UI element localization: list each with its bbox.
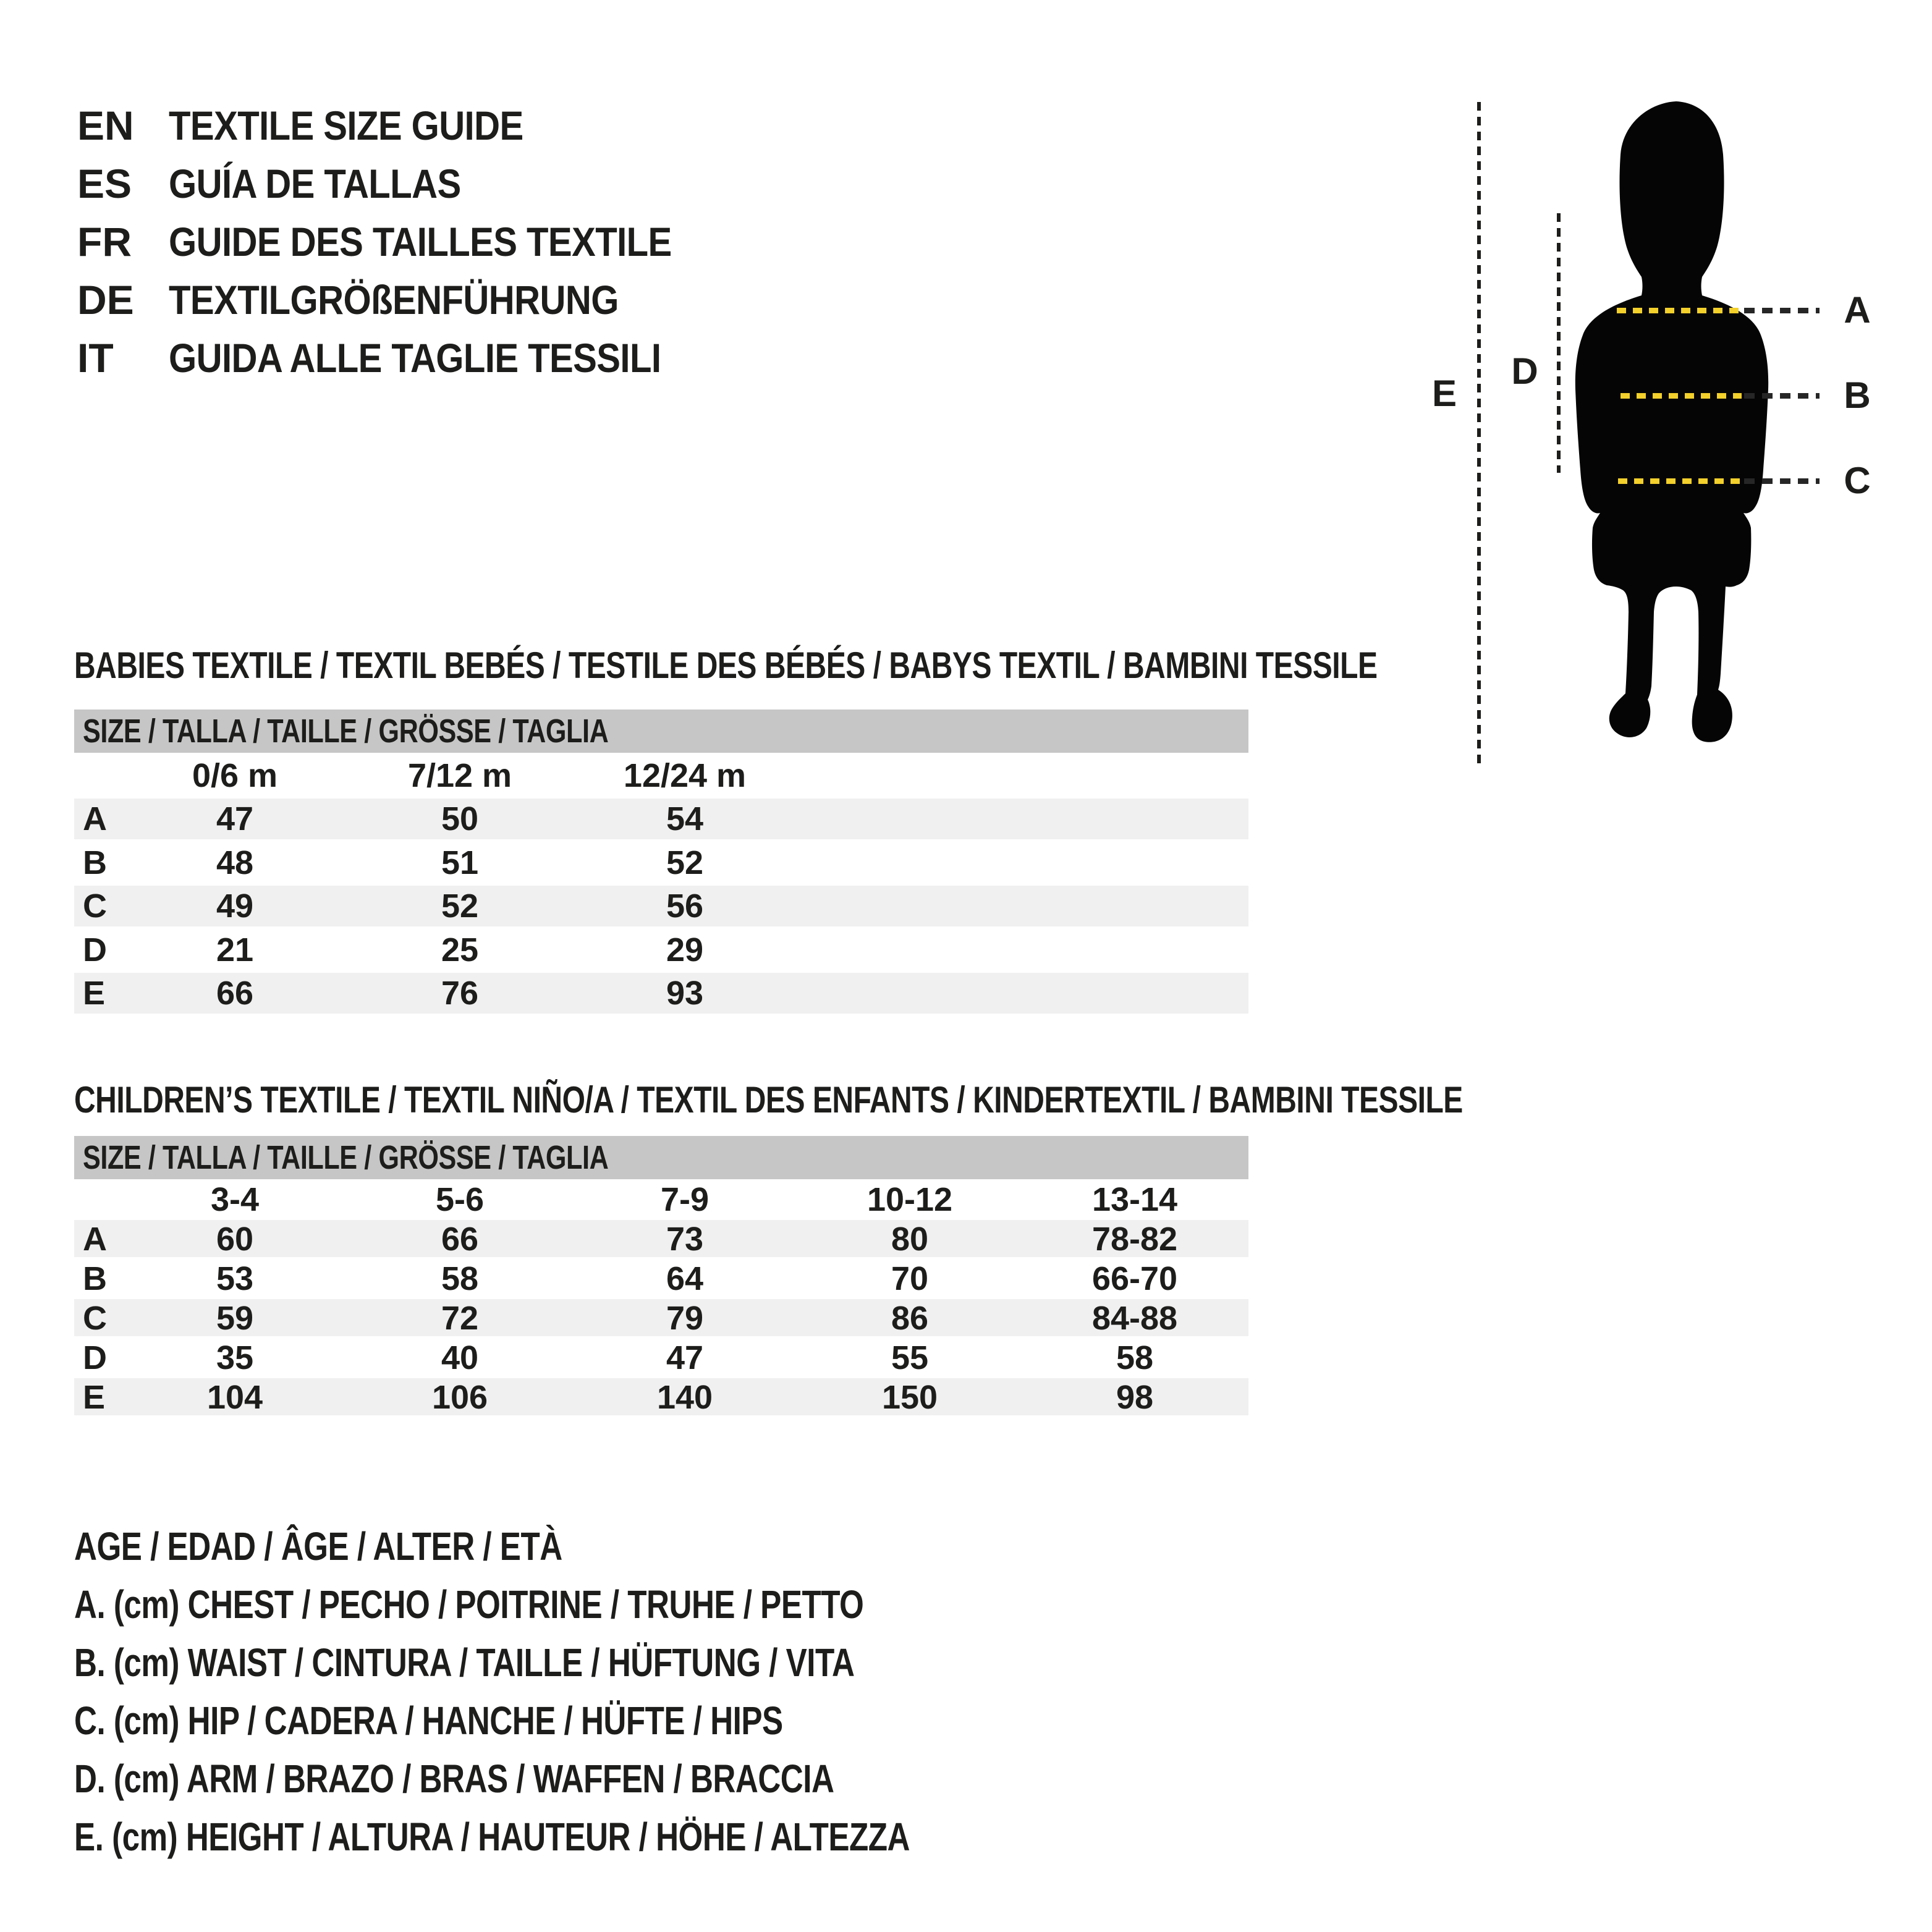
diagram-label-c: C [1844, 460, 1871, 501]
children-size-table [74, 1136, 1248, 1415]
cell-value: 59 [216, 1300, 254, 1337]
row-label: B [83, 844, 107, 881]
measurement-legend [74, 1517, 1119, 1866]
cell-value: 70 [891, 1260, 929, 1297]
language-code: ES [77, 161, 132, 206]
table-row [74, 1220, 1248, 1257]
cell-value: 47 [216, 800, 254, 837]
language-code: IT [77, 335, 114, 381]
legend-line-text: E. (cm) HEIGHT / ALTURA / HAUTEUR / HÖHE / ALTEZZA [74, 1815, 910, 1859]
cell-value: 35 [216, 1339, 254, 1376]
cell-value: 78-82 [1091, 1221, 1178, 1258]
legend-line [74, 1575, 1119, 1633]
language-label-text: TEXTILE SIZE GUIDE [169, 103, 523, 148]
legend-line [74, 1633, 1119, 1692]
language-code: FR [77, 219, 132, 265]
cell-value: 47 [666, 1339, 704, 1376]
diagram-label-d: D [1511, 350, 1538, 392]
column-header: 7-9 [660, 1181, 710, 1218]
diagram-label-e: E [1431, 373, 1457, 414]
table-row [74, 973, 1248, 1014]
children-section-heading [74, 1078, 1810, 1122]
cell-value: 51 [441, 844, 479, 881]
cell-value: 72 [441, 1300, 479, 1337]
hip-measure-line-c-ext [1744, 478, 1820, 484]
cell-value: 140 [656, 1379, 713, 1416]
language-code: DE [77, 277, 134, 323]
cell-value: 76 [441, 975, 479, 1012]
cell-value: 93 [666, 975, 704, 1012]
column-header: 12/24 m [623, 757, 747, 794]
cell-value: 40 [441, 1339, 479, 1376]
language-row [77, 155, 740, 213]
language-label [169, 218, 740, 265]
cell-value: 52 [666, 844, 704, 881]
diagram-label-a: A [1844, 289, 1871, 331]
column-header: 0/6 m [192, 757, 278, 794]
row-label: E [83, 975, 106, 1012]
legend-line [74, 1808, 1119, 1866]
legend-line-text: B. (cm) WAIST / CINTURA / TAILLE / HÜFTUNG / VITA [74, 1640, 855, 1685]
legend-line [74, 1692, 1119, 1750]
cell-value: 54 [666, 800, 704, 837]
cell-value: 64 [666, 1260, 704, 1297]
language-row [77, 96, 740, 155]
table-row [74, 1339, 1248, 1376]
cell-value: 104 [206, 1379, 263, 1416]
language-label-text: GUÍA DE TALLAS [169, 161, 461, 206]
babies-size-header-text: SIZE / TALLA / TAILLE / GRÖSSE / TAGLIA [83, 713, 609, 750]
cell-value: 60 [216, 1221, 254, 1258]
language-label [169, 334, 728, 381]
language-code: EN [77, 103, 134, 148]
babies-column-header-row [74, 753, 1248, 799]
language-label-text: GUIDA ALLE TAGLIE TESSILI [169, 335, 661, 381]
hip-measure-line-c [1618, 478, 1743, 484]
language-label [169, 160, 501, 207]
language-row [77, 329, 740, 387]
language-row [77, 271, 740, 329]
arm-measure-line-d [1557, 213, 1561, 473]
cell-value: 73 [666, 1221, 704, 1258]
cell-value: 50 [441, 800, 479, 837]
cell-value: 55 [891, 1339, 929, 1376]
cell-value: 53 [216, 1260, 254, 1297]
table-row [74, 930, 1248, 970]
legend-line-text: A. (cm) CHEST / PECHO / POITRINE / TRUHE / PETTO [74, 1582, 864, 1627]
babies-section-heading-text: BABIES TEXTILE / TEXTIL BEBÉS / TESTILE DES BÉBÉS / BABYS TEXTIL / BAMBINI TESSILE [74, 645, 1378, 686]
children-size-header-bar [74, 1136, 1248, 1179]
cell-value: 150 [881, 1379, 938, 1416]
language-label-text: GUIDE DES TAILLES TEXTILE [169, 219, 672, 265]
language-row [77, 213, 740, 271]
legend-line [74, 1517, 1119, 1575]
column-header: 7/12 m [407, 757, 512, 794]
row-label: A [83, 1221, 107, 1258]
row-label: E [83, 1379, 106, 1416]
table-row [74, 886, 1248, 926]
waist-measure-line-b [1621, 393, 1742, 399]
column-header: 10-12 [866, 1181, 953, 1218]
cell-value: 21 [216, 931, 254, 968]
row-label: C [83, 888, 107, 925]
table-row [74, 1260, 1248, 1297]
language-label [169, 102, 572, 149]
children-size-header-text: SIZE / TALLA / TAILLE / GRÖSSE / TAGLIA [83, 1139, 609, 1176]
table-row [74, 842, 1248, 883]
row-label: A [83, 800, 107, 837]
cell-value: 58 [441, 1260, 479, 1297]
cell-value: 84-88 [1091, 1300, 1178, 1337]
row-label: D [83, 1339, 107, 1376]
children-column-header-row [74, 1179, 1248, 1220]
cell-value: 58 [1116, 1339, 1154, 1376]
legend-line [74, 1750, 1119, 1808]
row-label: D [83, 931, 107, 968]
column-header: 3-4 [210, 1181, 260, 1218]
diagram-label-b: B [1844, 375, 1871, 416]
cell-value: 79 [666, 1300, 704, 1337]
babies-table-body [74, 799, 1248, 1014]
babies-size-table [74, 710, 1248, 1014]
chest-measure-line-a-ext [1744, 308, 1820, 313]
language-label [169, 276, 680, 323]
babies-size-header-bar [74, 710, 1248, 753]
legend-line-text: D. (cm) ARM / BRAZO / BRAS / WAFFEN / BRACCIA [74, 1756, 834, 1801]
cell-value: 106 [431, 1379, 488, 1416]
cell-value: 66 [441, 1221, 479, 1258]
legend-line-text: AGE / EDAD / ÂGE / ALTER / ETÀ [74, 1524, 562, 1569]
cell-value: 80 [891, 1221, 929, 1258]
waist-measure-line-b-ext [1744, 393, 1820, 399]
table-row [74, 1378, 1248, 1415]
row-label: C [83, 1300, 107, 1337]
cell-value: 29 [666, 931, 704, 968]
legend-line-text: C. (cm) HIP / CADERA / HANCHE / HÜFTE / HIPS [74, 1698, 783, 1743]
language-header [77, 96, 740, 387]
column-header: 13-14 [1091, 1181, 1178, 1218]
table-row [74, 1299, 1248, 1336]
cell-value: 98 [1116, 1379, 1154, 1416]
table-row [74, 799, 1248, 839]
language-label-text: TEXTILGRÖßENFÜHRUNG [169, 277, 619, 323]
cell-value: 86 [891, 1300, 929, 1337]
cell-value: 52 [441, 888, 479, 925]
babies-section-heading [74, 643, 1703, 688]
cell-value: 56 [666, 888, 704, 925]
row-label: B [83, 1260, 107, 1297]
children-table-body [74, 1220, 1248, 1415]
cell-value: 66-70 [1091, 1260, 1178, 1297]
cell-value: 48 [216, 844, 254, 881]
chest-measure-line-a [1617, 308, 1743, 313]
column-header: 5-6 [435, 1181, 485, 1218]
cell-value: 49 [216, 888, 254, 925]
cell-value: 25 [441, 931, 479, 968]
cell-value: 66 [216, 975, 254, 1012]
children-section-heading-text: CHILDREN’S TEXTILE / TEXTIL NIÑO/A / TEXTIL DES ENFANTS / KINDERTEXTIL / BAMBINI TESSILE [74, 1079, 1463, 1121]
